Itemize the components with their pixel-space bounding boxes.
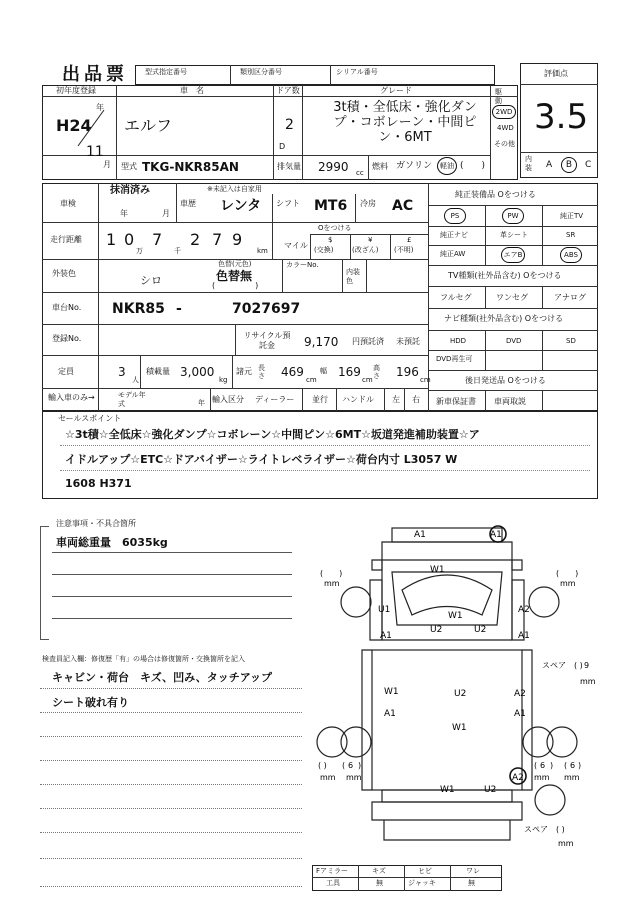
diag-a1-mid: A1 (384, 709, 396, 719)
model-code-label: 型式指定番号 (145, 68, 187, 76)
diag-u2-bottom: U2 (484, 785, 497, 795)
unknown-symbol: £ (407, 236, 412, 244)
mileage-digits (102, 228, 272, 256)
diag-mm-rl1: mm (320, 773, 336, 782)
spec-label: 諸元 (236, 367, 252, 376)
load-value: 3,000 (180, 365, 215, 379)
airbag: エアB (503, 251, 523, 259)
shift: MT6 (314, 198, 348, 214)
aftermarket-label: 後日発送品 Oをつける (465, 376, 546, 385)
diag-a2-bottom: A2 (512, 773, 524, 783)
exterior-color-label: 外装色 (52, 269, 76, 278)
recycle-unpaid: 未預託 (396, 337, 420, 346)
tv-oneseg: ワンセグ (496, 293, 528, 302)
import-category: 輸入区分 (212, 395, 244, 404)
legend-cell: ヒビ (418, 867, 432, 875)
fuel: ガソリン (396, 161, 433, 171)
capacity-value: 3 (118, 365, 126, 379)
capacity-unit: 人 (132, 376, 139, 384)
serial-label: シリアル番号 (336, 68, 378, 76)
drive-4wd: 4WD (497, 124, 514, 132)
inspector-line2: シート破れ有り (52, 696, 129, 709)
diag-w1-left: W1 (384, 687, 399, 697)
doors-d: D (279, 142, 286, 151)
mileage-digit: 7 (152, 230, 163, 249)
inspector-line1: キャビン・荷台 キズ、凹み、タッチアップ (52, 671, 272, 684)
diag-tire-rr: 6 (540, 761, 546, 770)
category-label: 類別区分番号 (240, 68, 282, 76)
year-label: 初年度登録 (56, 86, 96, 95)
score-label: 評価点 (544, 69, 568, 78)
diag-tire-r2: 6 (570, 761, 576, 770)
recycle-label: リサイクル預託金 (243, 331, 291, 350)
fuel-diesel: 軽油 (440, 162, 454, 170)
navi-hdd: HDD (450, 337, 467, 345)
length: 469 (281, 365, 304, 379)
diag-spare2-mm: mm (558, 839, 574, 848)
diag-tire-fl: ( ) (320, 569, 343, 578)
interior-c: C (585, 160, 592, 170)
interior-label: 内装 (525, 155, 532, 172)
doors: 2 (285, 117, 294, 133)
tv-fullseg: フルセグ (440, 293, 472, 302)
header-strip (135, 65, 495, 85)
mile-label: マイル (284, 241, 308, 250)
doors-label: ドア数 (276, 86, 300, 95)
drive-label: 駆動 (495, 88, 502, 105)
load-kg: kg (219, 376, 228, 384)
legend-cell: ワレ (466, 867, 480, 875)
diag-spare-mm: mm (580, 677, 596, 686)
recycle-unit: 円預託済 (352, 337, 384, 346)
diag-tire-rl2-close: ) (358, 761, 362, 770)
diag-tire-rl1: ( ) (318, 761, 327, 770)
hei-label: 高さ (373, 364, 380, 380)
notes-label: 注意事項・不具合箇所 (56, 519, 136, 528)
diag-tire-rr-open: ( (534, 761, 538, 770)
legend-cell: ジャッキ (408, 879, 436, 887)
diag-w1-bottom: W1 (440, 785, 455, 795)
page-title: 出品票 (62, 64, 128, 85)
chassis-label: 車台No. (52, 303, 82, 312)
diag-w1-top: W1 (430, 565, 445, 575)
paint: 色替無 (216, 269, 253, 283)
registration-label: 登録No. (52, 334, 82, 343)
chassis-number: 7027697 (232, 301, 301, 317)
mileage-o-label: Oをつける (318, 224, 352, 232)
diag-spare-paren: ( ) (574, 661, 583, 670)
score-value: 3.5 (534, 97, 589, 137)
tv-analog: アナログ (554, 293, 586, 302)
paint-label: 色替(元色) (218, 260, 252, 268)
inspection-status: 抹消済み (110, 185, 150, 196)
diag-tire-r2-close: ) (578, 761, 582, 770)
equip-sr: SR (566, 231, 576, 239)
diag-mm-r2: mm (564, 773, 580, 782)
import-label: 輸入車のみ→ (48, 393, 95, 402)
notes-weight: 車両総重量 6035kg (56, 536, 168, 549)
sales-point-line3: 1608 H371 (65, 477, 132, 490)
mileage-digit: 1 (106, 230, 117, 249)
legend-cell: Fアミラー (316, 867, 349, 875)
diag-mm-fl: mm (324, 579, 340, 588)
diag-tire-r2-open: ( (564, 761, 568, 770)
tamper-symbol: ¥ (368, 236, 373, 244)
history-label: 車歴 (180, 199, 196, 208)
diag-spare2: スペア (524, 825, 548, 834)
unknown-label: (不明) (394, 246, 414, 254)
diag-u2-right: U2 (474, 625, 487, 635)
diag-a1-bed: A1 (514, 709, 526, 719)
airbag-circle (501, 247, 525, 263)
mileage-digit: 9 (232, 230, 243, 249)
model-year-label: モデル年式 (118, 391, 146, 408)
diag-a1-right: A1 (518, 631, 530, 641)
model: TKG-NKR85AN (142, 160, 239, 174)
diag-u2-bed: U2 (454, 689, 467, 699)
disp-label: 排気量 (277, 162, 301, 171)
year-month: 11 (86, 144, 104, 160)
drive-2wd: 2WD (495, 108, 513, 116)
diag-tire-rl2-open: ( (342, 761, 346, 770)
navi-label: ナビ種類(社外品含む) Oをつける (444, 314, 564, 323)
car-name-label: 車 名 (180, 86, 204, 95)
inspection-note: ※未記入は自家用 (207, 185, 262, 193)
drive-2wd-circle (492, 105, 516, 119)
mileage-digit: 7 (212, 230, 223, 249)
handle-right: 右 (412, 395, 420, 404)
tamper-label: (改ざん) (352, 246, 379, 254)
navi-sd: SD (566, 337, 576, 345)
swap-label: (交換) (314, 246, 334, 254)
load-label: 積載量 (146, 367, 170, 376)
year-slash (76, 108, 106, 148)
tv-label: TV種類(社外品含む) Oをつける (448, 271, 562, 280)
manual: 車両取説 (494, 397, 526, 406)
fuel-diesel-circle (437, 157, 457, 175)
equip-aw: 純正AW (440, 250, 466, 258)
height: 196 (396, 365, 419, 379)
paint-paren: ( ) (212, 281, 259, 290)
inspection-nen: 年 (120, 209, 128, 218)
grade-text: 3t積・全低床・強化ダンプ・コボレーン・中間ピン・6MT (333, 100, 477, 145)
diag-tire-rl: 6 (348, 761, 354, 770)
diag-u2-center: U2 (430, 625, 443, 635)
legend-cell: キズ (372, 867, 386, 875)
interior-color-label: 内装色 (346, 268, 360, 285)
diag-a1-top: A1 (414, 530, 426, 540)
len-cm: cm (306, 376, 317, 384)
exterior-color: シロ (140, 274, 162, 287)
ac-label: 冷房 (360, 199, 376, 208)
navi-dvd-play: DVD再生可 (436, 355, 473, 363)
dealer: ディーラー (255, 395, 295, 404)
truck-diagram (312, 520, 612, 860)
notes-bracket (40, 526, 49, 640)
warranty: 新車保証書 (436, 397, 476, 406)
legend-cell: 無 (376, 879, 383, 887)
fuel-paren: ( ) (460, 161, 486, 171)
diag-a2-right: A2 (518, 605, 530, 615)
sales-point-line1: ☆3t積☆全低床☆強化ダンプ☆コボレーン☆中間ピン☆6MT☆坂道発進補助装置☆ア (65, 428, 480, 441)
shift-label: シフト (276, 199, 300, 208)
drive-other: その他 (494, 140, 515, 148)
year-era: H24 (56, 116, 92, 135)
diag-tire-rr-close: ) (550, 761, 554, 770)
car-name: エルフ (124, 116, 173, 135)
ps-circle (444, 208, 466, 224)
equip-navi: 純正ナビ (440, 231, 468, 239)
year-nen: 年 (96, 103, 104, 112)
wid-cm: cm (362, 376, 373, 384)
grade-label: グレード (380, 86, 412, 95)
abs-circle (560, 247, 582, 263)
diag-mm-rl2: mm (346, 773, 362, 782)
equip-tv: 純正TV (560, 212, 584, 220)
diag-spare-val: 9 (584, 661, 590, 670)
color-no-label: カラーNo. (286, 261, 319, 269)
disp: 2990 (318, 160, 349, 174)
pw: PW (507, 212, 519, 220)
legend-cell: 工具 (326, 879, 340, 887)
disp-cc: cc (356, 169, 364, 177)
diag-w1-center: W1 (448, 611, 463, 621)
mileage-digit: 0 (124, 230, 135, 249)
handle-label: ハンドル (342, 395, 374, 404)
year-tsuki: 月 (103, 160, 111, 169)
len-label: 長さ (258, 364, 265, 380)
ac: AC (392, 198, 414, 214)
interior-a: A (546, 160, 553, 170)
mileage-km: km (257, 247, 268, 255)
diag-mm-rr: mm (534, 773, 550, 782)
parallel: 並行 (312, 395, 328, 404)
mileage-label: 走行距離 (50, 235, 82, 244)
import-nen: 年 (198, 399, 205, 407)
diag-spare2-paren: ( ) (556, 825, 565, 834)
diag-u1-left: U1 (378, 605, 391, 615)
diag-a1-left: A1 (380, 631, 392, 641)
mileage-sen: 千 (174, 247, 181, 255)
inspection-label: 車検 (60, 199, 76, 208)
diag-tire-fr: ( ) (556, 569, 579, 578)
model-label: 型式 (121, 162, 137, 171)
diag-spare: スペア (542, 661, 566, 670)
equipment-header: 純正装備品 Oをつける (455, 190, 536, 199)
handle-left: 左 (392, 395, 400, 404)
navi-dvd: DVD (506, 337, 522, 345)
diag-a2-bed: A2 (514, 689, 526, 699)
mileage-digit: 2 (190, 230, 201, 249)
inspection-tsuki: 月 (162, 209, 170, 218)
diag-w1-bed: W1 (452, 723, 467, 733)
interior-b: B (565, 160, 573, 170)
recycle-amount: 9,170 (304, 335, 339, 349)
interior-b-circle (561, 157, 577, 173)
ps: PS (450, 212, 460, 220)
fuel-label: 燃料 (372, 162, 388, 171)
width: 169 (338, 365, 361, 379)
swap-symbol: $ (328, 236, 333, 244)
sales-point-label: セールスポイント (58, 414, 122, 423)
sales-point-line2: イドルアップ☆ETC☆ドアバイザー☆ライトレベライザー☆荷台内寸 L3057 W (65, 453, 458, 466)
legend-cell: 無 (468, 879, 475, 887)
pw-circle (502, 208, 524, 224)
history: レンタ (220, 198, 262, 214)
wid-label: 幅 (320, 367, 327, 375)
chassis-dash: - (176, 301, 182, 317)
inspector-label: 検査員記入欄：修復歴「有」の場合は修復箇所・交換箇所を記入 (42, 655, 245, 663)
equip-seat: 革シート (500, 231, 528, 239)
diag-a1-top-right: A1 (490, 530, 502, 540)
mileage-man: 万 (136, 247, 143, 255)
capacity-label: 定員 (58, 367, 74, 376)
hei-cm: cm (420, 376, 431, 384)
abs: ABS (564, 251, 578, 259)
diag-mm-fr: mm (560, 579, 576, 588)
chassis-prefix: NKR85 (112, 301, 165, 317)
